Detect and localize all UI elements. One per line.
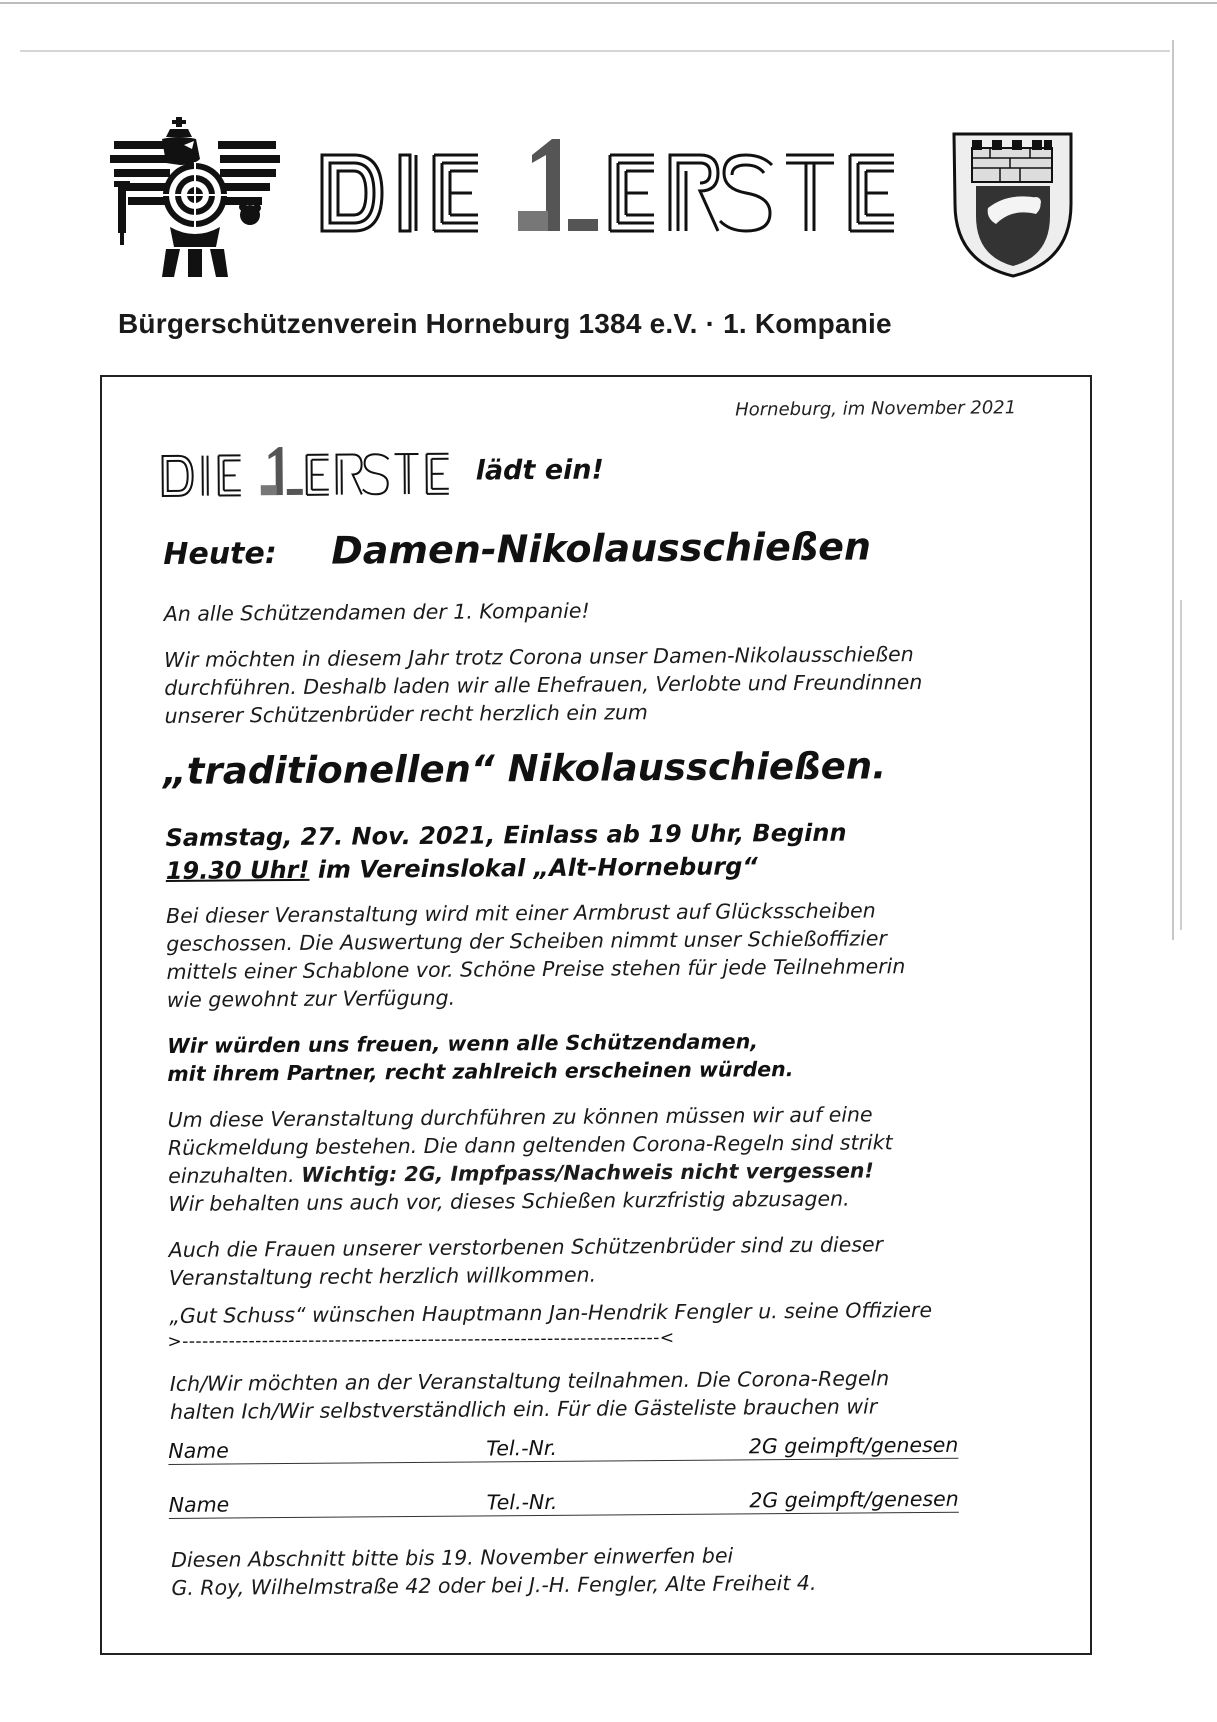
corona-line: Wir behalten uns auch vor, dieses Schießen kurzfristig abzusagen. [168, 1186, 850, 1216]
form-intro-line: Ich/Wir möchten an der Veranstaltung teilnahmen. Die Corona-Regeln [169, 1366, 890, 1396]
details-line: geschossen. Die Auswertung der Scheiben nimmt unser Schießoffizier [166, 926, 887, 956]
form-row[interactable] [168, 1428, 958, 1465]
letterhead [110, 115, 1090, 295]
die-erste-logo [320, 135, 920, 260]
name-field-label: Name [168, 1492, 230, 1517]
scan-edge-right-2 [1180, 600, 1182, 930]
eagle-emblem-icon [110, 115, 280, 280]
return-instruction: G. Roy, Wilhelmstraße 42 oder bei J.-H. Fengler, Alte Freiheit 4. [171, 1570, 817, 1600]
club-name: Bürgerschützenverein Horneburg 1384 e.V. · 1. Kompanie [118, 308, 892, 339]
form-intro-line: halten Ich/Wir selbstverständlich ein. Für die Gästeliste brauchen wir [169, 1394, 878, 1424]
scan-rule [20, 50, 1170, 52]
intro-line: durchführen. Deshalb laden wir alle Ehefrauen, Verlobte und Freundinnen [164, 670, 923, 700]
event-venue: im Vereinslokal „Alt-Horneburg“ [309, 852, 758, 884]
invitation-bold-line: mit ihrem Partner, recht zahlreich erscheinen würden. [167, 1057, 794, 1086]
invitation-bold-line: Wir würden uns freuen, wenn alle Schützendamen, [167, 1029, 759, 1058]
phone-field-label: Tel.-Nr. [486, 1489, 558, 1515]
vaccination-field-label: 2G geimpft/genesen [748, 1432, 959, 1459]
today-label: Heute: [163, 536, 277, 572]
details-line: Bei dieser Veranstaltung wird mit einer Armbrust auf Glücksscheiben [166, 898, 876, 928]
town-crest-icon [950, 130, 1075, 280]
details-line: mittels einer Schablone vor. Schöne Preise stehen für jede Teilnehmerin [166, 954, 906, 984]
vaccination-field-label: 2G geimpft/genesen [749, 1486, 959, 1513]
event-date-line: Samstag, 27. Nov. 2021, Einlass ab 19 Uhr, Beginn [165, 818, 847, 852]
scan-edge [0, 2, 1217, 4]
event-start-time: 19.30 Uhr! [165, 855, 310, 885]
greeting: „Gut Schuss“ wünschen Hauptmann Jan-Hendrik Fengler u. seine Offiziere [169, 1297, 933, 1328]
date-line: Horneburg, im November 2021 [735, 397, 1017, 421]
widows-line: Auch die Frauen unserer verstorbenen Schützenbrüder sind zu dieser [168, 1232, 884, 1262]
corona-warning: Wichtig: 2G, Impfpass/Nachweis nicht vergessen! [301, 1158, 874, 1187]
widows-line: Veranstaltung recht herzlich willkommen. [168, 1262, 597, 1290]
intro-line: Wir möchten in diesem Jahr trotz Corona unser Damen-Nikolausschießen [164, 642, 914, 672]
name-field-label: Name [168, 1438, 229, 1463]
corona-text: einzuhalten. [168, 1162, 302, 1188]
event-headline: „traditionellen“ Nikolausschießen. [162, 744, 887, 793]
details-line: wie gewohnt zur Verfügung. [166, 985, 456, 1012]
return-instruction: Diesen Abschnitt bitte bis 19. November einwerfen bei [171, 1543, 734, 1572]
form-row[interactable] [169, 1482, 959, 1519]
cut-line: >------------------------------------------------------------------------< [167, 1327, 675, 1352]
corona-line: Um diese Veranstaltung durchführen zu können müssen wir auf eine [167, 1102, 873, 1132]
event-details [165, 817, 847, 888]
die-erste-small-logo [160, 444, 460, 506]
invite-text: lädt ein! [475, 454, 604, 487]
salutation: An alle Schützendamen der 1. Kompanie! [163, 598, 590, 626]
event-venue-line [166, 850, 847, 888]
phone-field-label: Tel.-Nr. [486, 1435, 558, 1461]
intro-line: unserer Schützenbrüder recht herzlich ein zum [164, 700, 648, 728]
scan-edge-right [1172, 40, 1174, 940]
corona-line: Rückmeldung bestehen. Die dann geltenden Corona-Regeln sind strikt [167, 1130, 893, 1160]
today-title: Damen-Nikolausschießen [331, 524, 872, 573]
